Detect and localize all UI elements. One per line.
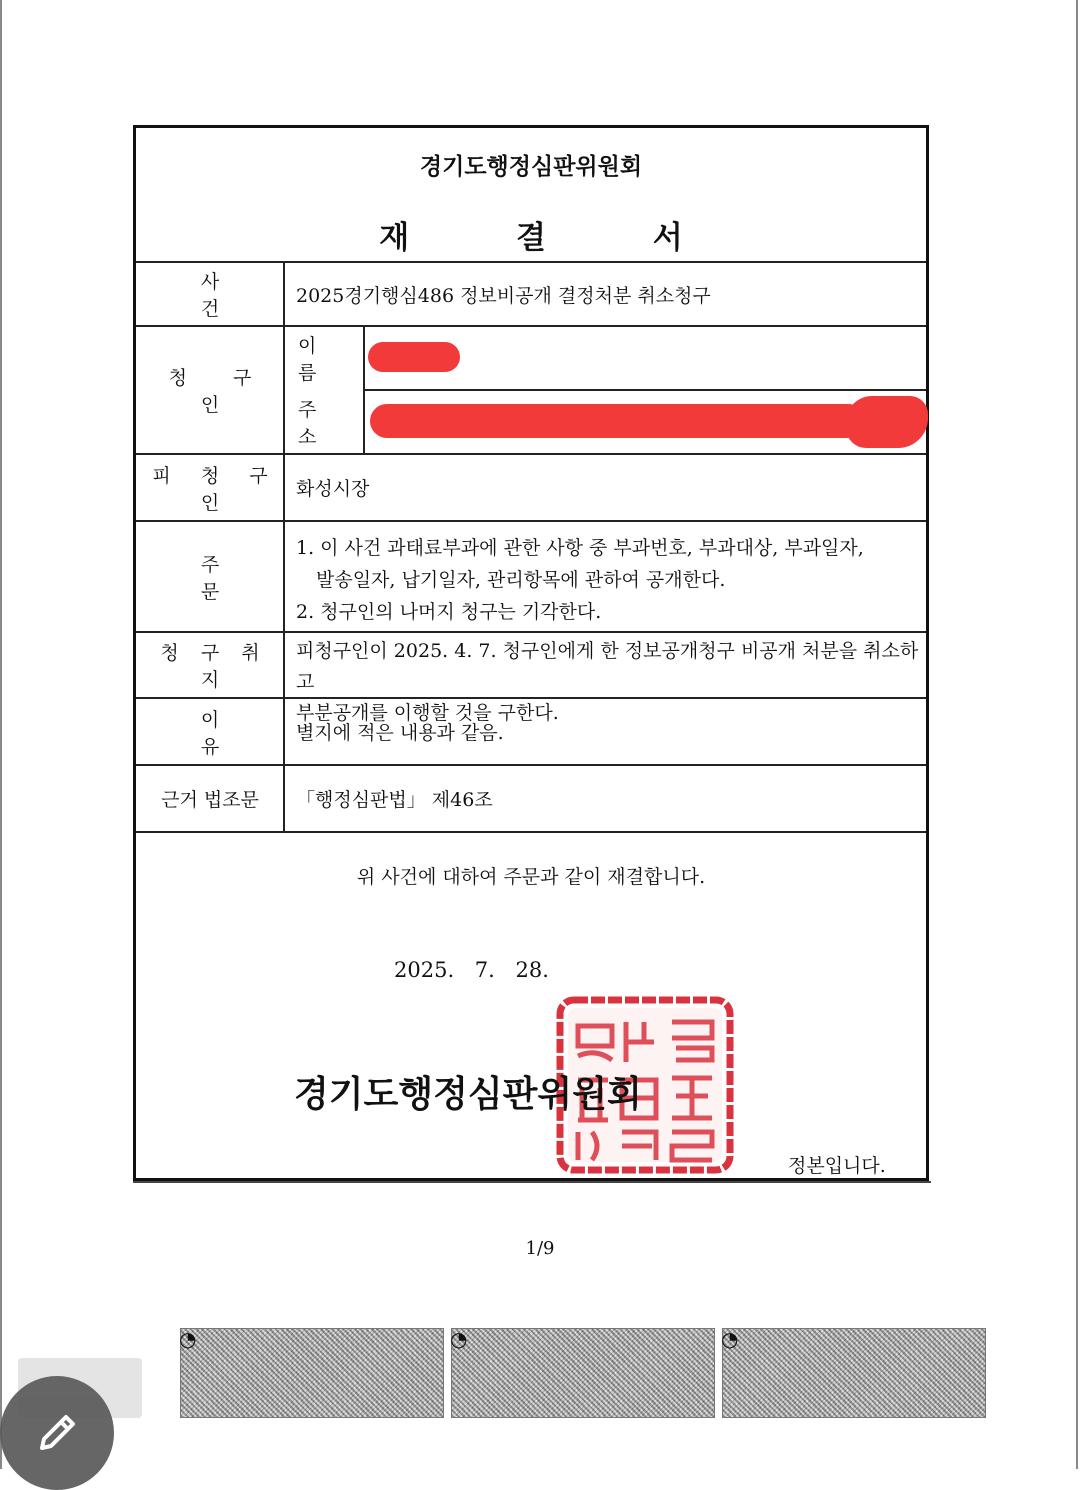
address-redaction bbox=[370, 404, 866, 438]
order-label: 주 문 bbox=[200, 553, 278, 603]
claimant-address-label: 주 소 bbox=[298, 399, 331, 448]
case-value: 2025경기행심486 정보비공개 결정처분 취소청구 bbox=[296, 284, 711, 307]
row-divider bbox=[136, 831, 926, 833]
order-line-1: 1. 이 사건 과태료부과에 관한 사항 중 부과번호, 부과대상, 부과일자, bbox=[296, 537, 864, 559]
thumbnail-corner-icon: ◔ bbox=[179, 1327, 197, 1351]
row-divider bbox=[364, 389, 926, 391]
order-line-3: 2. 청구인의 나머지 청구는 기각한다. bbox=[296, 601, 602, 623]
claim-purpose-label: 청 구 취 지 bbox=[160, 642, 268, 691]
decision-date: 2025. 7. 28. bbox=[394, 958, 549, 982]
page-thumbnail[interactable] bbox=[722, 1328, 986, 1418]
edit-button[interactable] bbox=[0, 1376, 114, 1490]
page-thumbnail[interactable] bbox=[180, 1328, 444, 1418]
case-label: 사 건 bbox=[200, 271, 278, 320]
pencil-icon bbox=[30, 1406, 84, 1460]
claim-purpose-line-2: 부분공개를 이행할 것을 구한다. bbox=[296, 702, 559, 724]
certified-copy-note: 정본입니다. bbox=[788, 1155, 886, 1177]
reason-label: 이 유 bbox=[200, 708, 278, 758]
name-redaction bbox=[368, 342, 460, 372]
claimant-name-label: 이 름 bbox=[298, 335, 331, 384]
respondent-label: 피 청 구 인 bbox=[152, 464, 280, 514]
legal-basis-label: 근거 법조문 bbox=[161, 789, 259, 811]
page-indicator: 1/9 bbox=[525, 1238, 555, 1259]
order-line-2: 발송일자, 납기일자, 관리항목에 관하여 공개한다. bbox=[316, 569, 726, 591]
decision-document bbox=[133, 125, 929, 1181]
thumbnail-corner-icon: ◔ bbox=[450, 1327, 468, 1351]
closing-statement: 위 사건에 대하여 주문과 같이 재결합니다. bbox=[356, 866, 706, 888]
claimant-label: 청 구 인 bbox=[168, 367, 272, 416]
committee-header: 경기도행정심판위원회 bbox=[419, 154, 643, 180]
respondent-value: 화성시장 bbox=[296, 478, 370, 500]
address-redaction-end bbox=[846, 396, 928, 448]
claim-purpose-line-1: 피청구인이 2025. 4. 7. 청구인에게 한 정보공개청구 비공개 처분을 취소하고 bbox=[296, 640, 919, 693]
legal-basis-value: 「행정심판법」 제46조 bbox=[296, 789, 493, 811]
table-shadow-line bbox=[133, 1181, 931, 1183]
reason-value: 별지에 적은 내용과 같음. bbox=[296, 722, 504, 744]
thumbnail-corner-icon: ◔ bbox=[721, 1327, 739, 1351]
page-thumbnail[interactable] bbox=[451, 1328, 715, 1418]
committee-signature: 경기도행정심판위원회 bbox=[294, 1074, 642, 1115]
document-title: 재 결 서 bbox=[379, 220, 731, 256]
order-text bbox=[296, 532, 926, 628]
